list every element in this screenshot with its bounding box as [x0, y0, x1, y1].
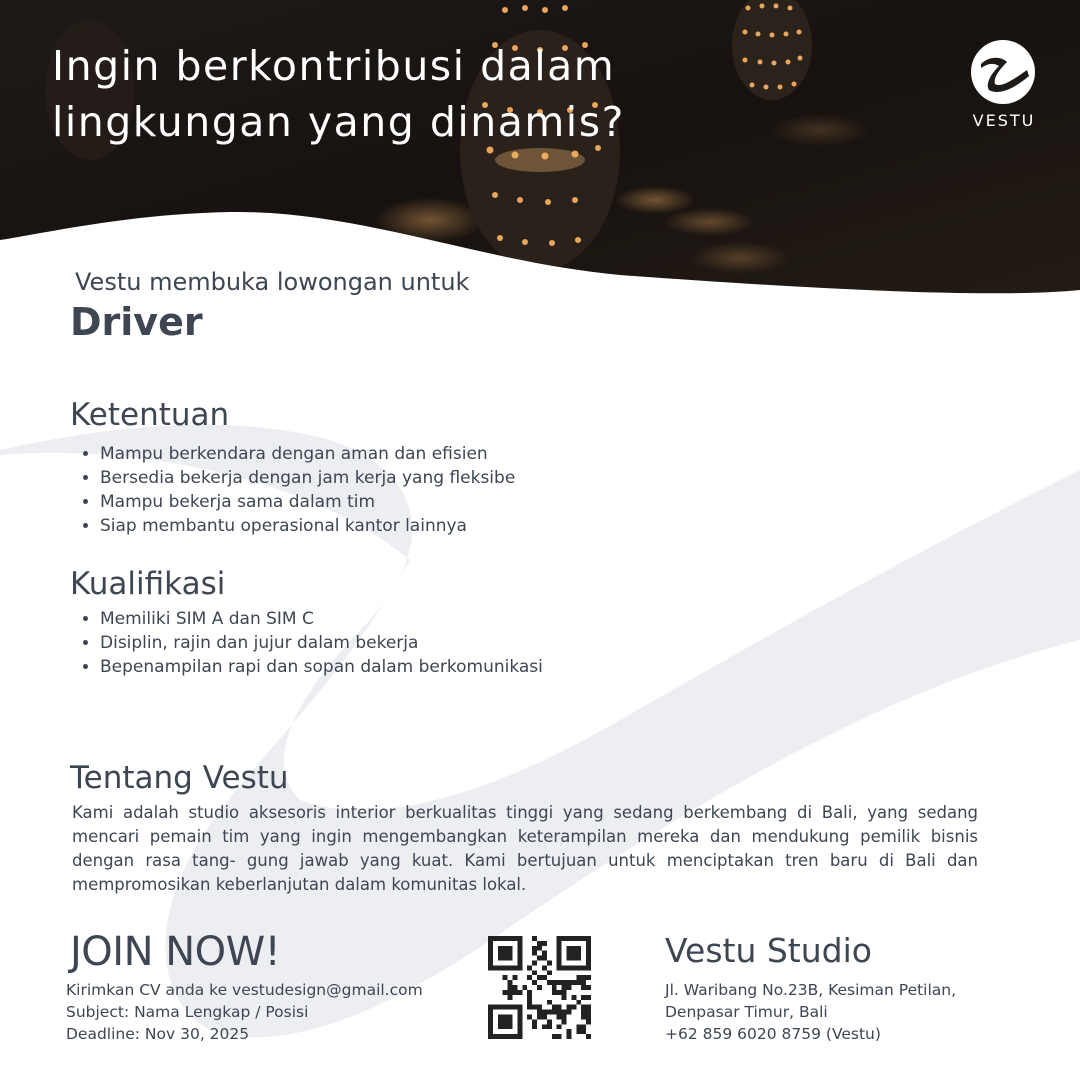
deadline: Deadline: Nov 30, 2025	[66, 1025, 250, 1043]
list-item: • Bersedia bekerja dengan jam kerja yang fleksibe	[100, 466, 515, 490]
requirements-title: Ketentuan	[70, 397, 230, 433]
email-instruction: Kirimkan CV anda ke vestudesign@gmail.com	[66, 981, 423, 999]
qualifications-list	[70, 607, 543, 679]
list-item: • Disiplin, rajin dan jujur dalam bekerja	[100, 631, 543, 655]
list-item: • Siap membantu operasional kantor lainnya	[100, 514, 515, 538]
list-item: • Mampu berkendara dengan aman dan efisien	[100, 442, 515, 466]
address-line-2: Denpasar Timur, Bali	[665, 1003, 828, 1021]
list-item: • Bepenampilan rapi dan sopan dalam berkomunikasi	[100, 655, 543, 679]
vestu-logo-icon	[971, 40, 1035, 104]
headline	[52, 38, 625, 150]
join-details	[66, 979, 423, 1045]
address-line-1: Jl. Waribang No.23B, Kesiman Petilan,	[665, 981, 957, 999]
studio-title: Vestu Studio	[665, 931, 872, 970]
subject-instruction: Subject: Nama Lengkap / Posisi	[66, 1003, 309, 1021]
list-item: • Mampu bekerja sama dalam tim	[100, 490, 515, 514]
job-role-title: Driver	[70, 300, 203, 344]
join-now-title: JOIN NOW!	[70, 929, 281, 975]
headline-line-2: lingkungan yang dinamis?	[52, 98, 625, 146]
brand-name: VESTU	[972, 111, 1036, 130]
about-body: Kami adalah studio aksesoris interior berkualitas tinggi yang sedang berkembang di Bali, yang sedang mencari pemain tim yang ingin mengembangkan keterampilan mereka dan mendukung pemilik bisnis dengan rasa tang- gung jawab yang kuat. Kami bertujuan untuk menciptakan tren baru di Bali dan mempromosikan keberlanjutan dalam komunitas lokal.	[72, 803, 978, 894]
qualifications-title: Kualifikasi	[70, 566, 226, 602]
about-title: Tentang Vestu	[70, 760, 289, 796]
phone-number[interactable]: +62 859 6020 8759 (Vestu)	[665, 1025, 881, 1043]
headline-line-1: Ingin berkontribusi dalam	[52, 42, 616, 90]
opening-intro: Vestu membuka lowongan untuk	[75, 268, 470, 296]
studio-contact	[665, 979, 956, 1045]
requirements-list	[70, 442, 515, 538]
list-item: • Memiliki SIM A dan SIM C	[100, 607, 543, 631]
qr-code-icon[interactable]	[488, 936, 591, 1039]
